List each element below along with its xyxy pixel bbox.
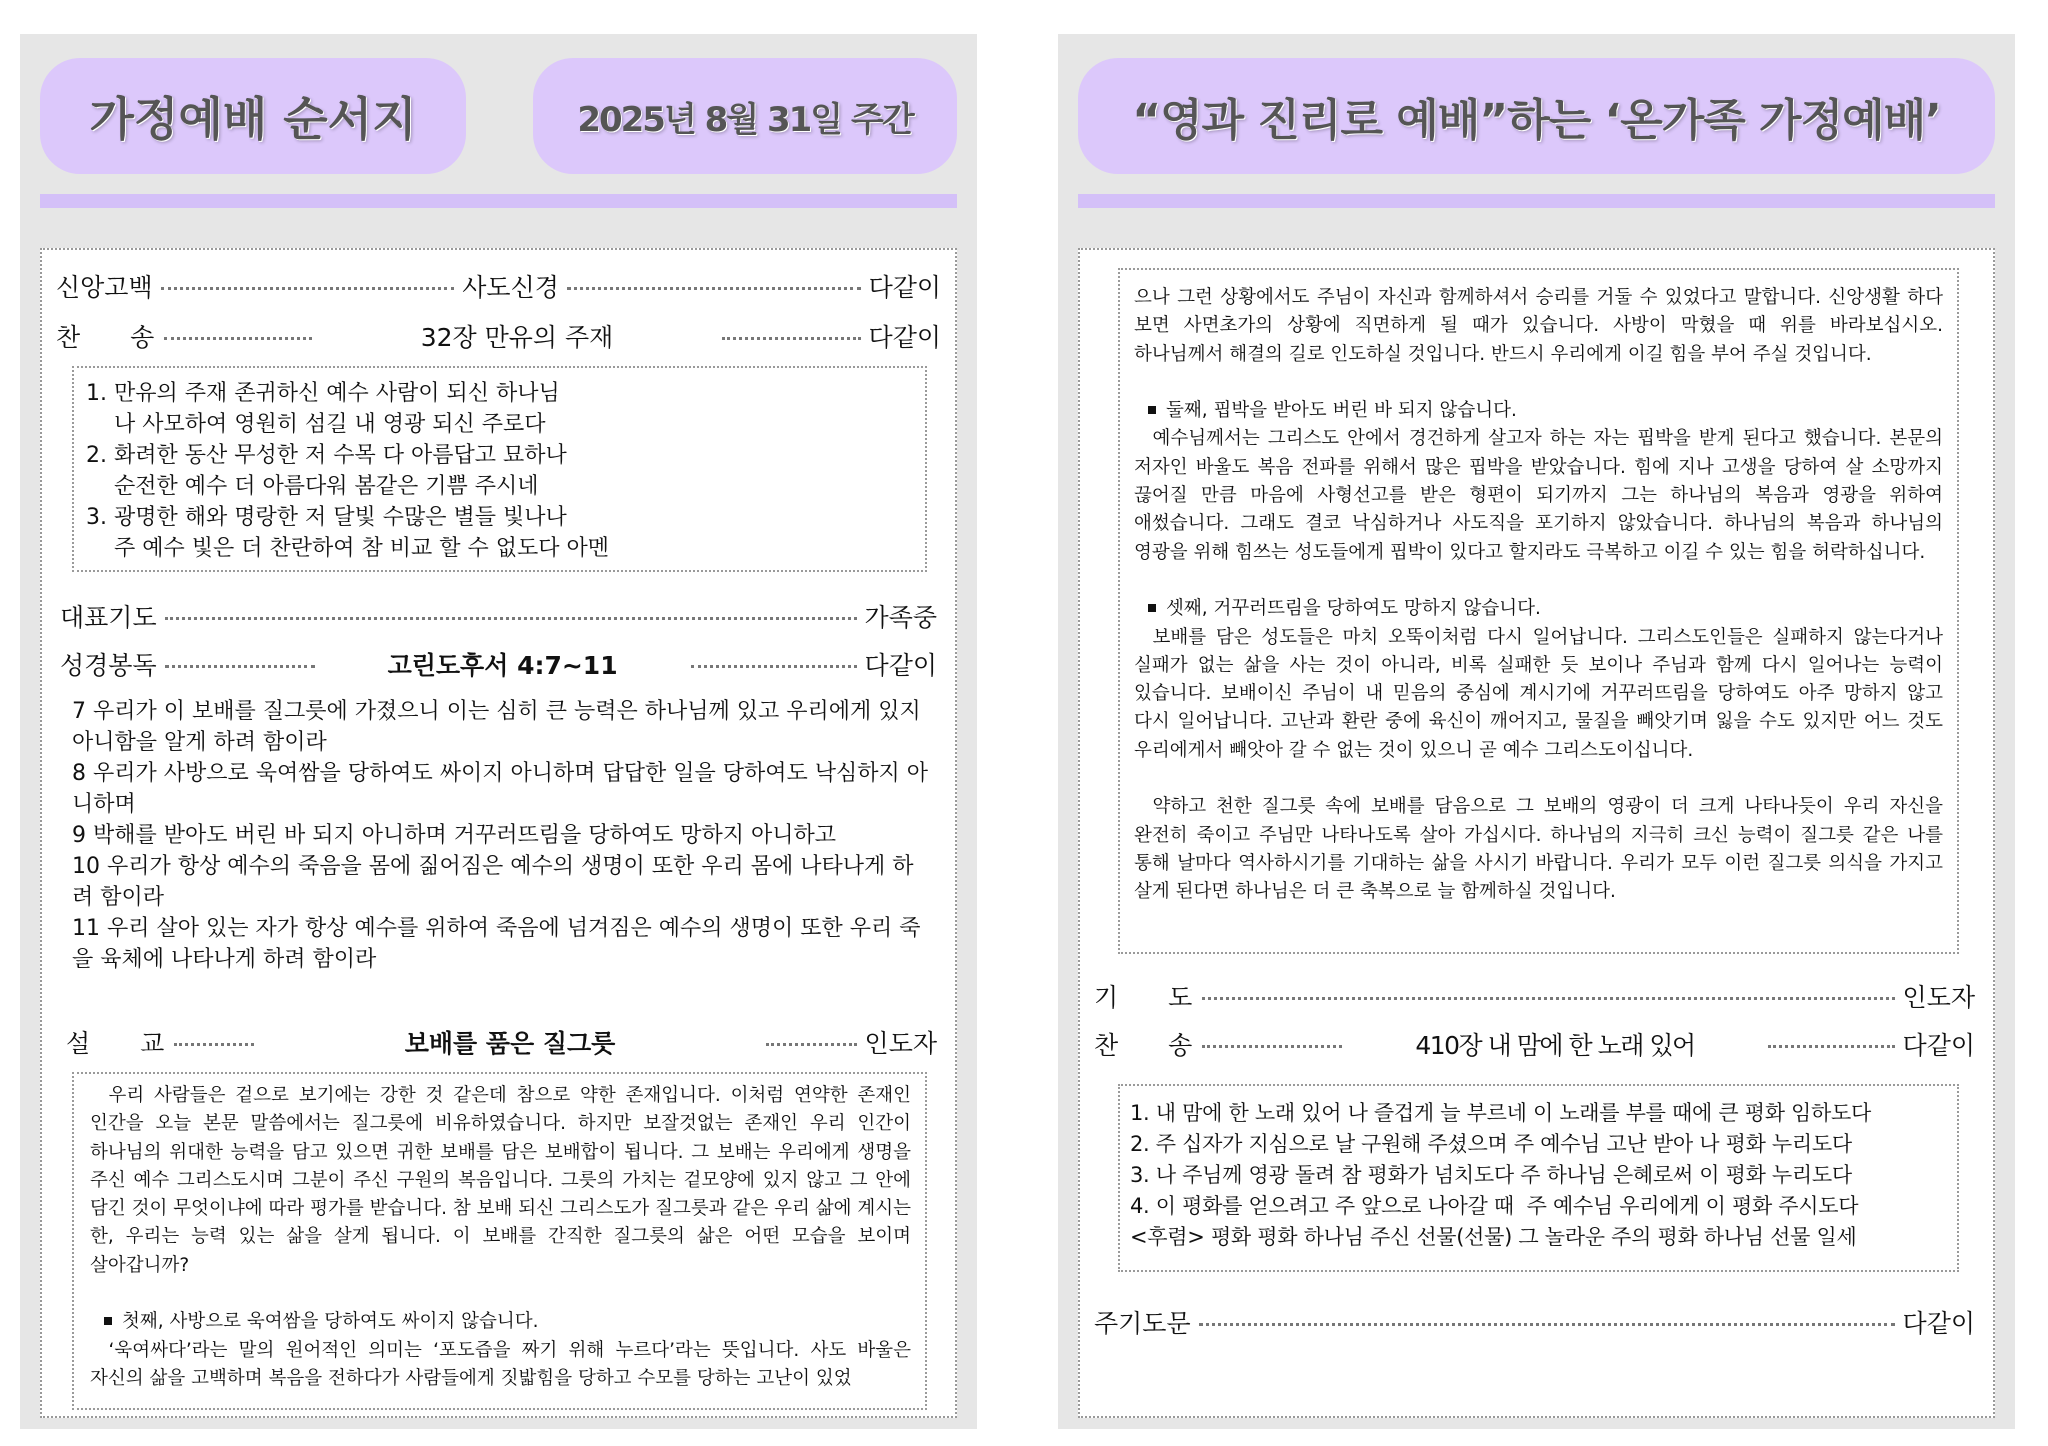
leader-dots <box>766 1043 857 1046</box>
hymn-lyrics-box <box>1118 1084 1959 1272</box>
left-page <box>20 34 977 1429</box>
order-participant: 다같이 <box>1902 1031 1975 1060</box>
scripture-verse: 9 박해를 받아도 버린 바 되지 아니하며 거꾸러뜨림을 당하여도 망하지 아니하고 <box>72 823 836 848</box>
order-row-hymn <box>42 318 955 354</box>
square-bullet-icon <box>1148 604 1156 612</box>
square-bullet-icon <box>104 1317 112 1325</box>
lyric-line: 1. 내 맘에 한 노래 있어 나 즐겁게 늘 부르네 이 노래를 부를 때에 큰 평화 임하도다 <box>1130 1101 1872 1125</box>
sermon-paragraph: 보배를 담은 성도들은 마치 오뚝이처럼 다시 일어납니다. 그리스도인들은 실패하지 않는다거나 실패가 없는 삶을 사는 것이 아니라, 비록 실패한 듯 보이나 주님과 함께 다시 일어나는 능력이 있습니다. 보배이신 주님이 내 믿음의 중심에 계시기에 거꾸러뜨림을 당하여도 아주 망하지 않고 다시 일어납니다. 고난과 환란 중에 육신이 깨어지고, 물질을 빼앗기며 잃을 수도 있지만 어느 것도 우리에게서 빼앗아 갈 수 없는 것이 있으니 곧 예수 그리스도이십니다. <box>1134 626 1943 761</box>
order-participant: 인도자 <box>864 1029 937 1058</box>
sermon-paragraph: 예수님께서는 그리스도 안에서 경건하게 살고자 하는 자는 핍박을 받게 된다고 했습니다. 본문의 저자인 바울도 복음 전파를 위해서 많은 핍박을 받았습니다. 힘에 지나 고생을 당하여 살 소망까지 끊어질 만큼 마음에 사형선고를 받은 형편이 되기까지 그는 하나님의 복음과 영광을 위하여 애썼습니다. 그래도 결코 낙심하거나 사도직을 포기하지 않았습니다. 하나님의 복음과 하나님의 영광을 위해 힘쓰는 성도들에게 핍박이 있다고 할지라도 극복하고 이길 수 있는 힘을 허락하십니다. <box>1134 428 1943 563</box>
divider-bar <box>40 194 957 208</box>
leader-dots <box>165 665 315 668</box>
sermon-paragraph: 우리 사람들은 겉으로 보기에는 강한 것 같은데 참으로 약한 존재입니다. 이처럼 연약한 존재인 인간을 오늘 본문 말씀에서는 질그릇에 비유하였습니다. 하지만 보잘것없는 존재인 우리 인간이 하나님의 위대한 능력을 담고 있으면 귀한 보배를 담은 보배합이 됩니다. 그 보배는 우리에게 생명을 주신 예수 그리스도시며 그분이 주신 구원의 복음입니다. 그릇의 가치는 겉모양에 있지 않고 그 안에 담긴 것이 무엇이냐에 따라 평가를 받습니다. 참 보배 되신 그리스도가 질그릇과 같은 우리 삶에 계시는 한, 우리는 능력 있는 삶을 살게 됩니다. 이 보배를 간직한 질그릇의 삶은 어떤 모습을 보이며 살아갑니까? <box>90 1085 911 1276</box>
lyric-line: 4. 이 평화를 얻으려고 주 앞으로 나아갈 때 주 예수님 우리에게 이 평화 주시도다 <box>1130 1194 1859 1218</box>
lyric-line: 주 예수 빛은 더 찬란하여 참 비교 할 수 없도다 아멘 <box>86 536 609 561</box>
leader-dots <box>1768 1045 1895 1048</box>
sermon-title: 보배를 품은 질그릇 <box>404 1029 616 1058</box>
order-participant: 다같이 <box>868 323 941 352</box>
sermon-continuation-box <box>1118 268 1959 954</box>
lyric-line: 1. 만유의 주재 존귀하신 예수 사람이 되신 하나님 <box>86 381 560 406</box>
divider-bar <box>1078 194 1995 208</box>
worship-order-content <box>40 248 957 1418</box>
sermon-paragraph: 약하고 천한 질그릇 속에 보배를 담음으로 그 보배의 영광이 더 크게 나타나듯이 우리 자신을 완전히 죽이고 주님만 나타나도록 살아 가십시다. 하나님의 지극히 크신 능력이 질그릇 같은 나를 통해 날마다 역사하시기를 기대하는 삶을 사시기 바랍니다. 우리가 모두 이런 질그릇 의식을 가지고 살게 된다면 하나님은 더 큰 축복으로 늘 함께하실 것입니다. <box>1134 796 1943 903</box>
lyric-line: 순전한 예수 더 아름다워 봄같은 기쁨 주시네 <box>86 474 539 499</box>
order-label: 설 교 <box>66 1029 165 1058</box>
order-row-lords-prayer <box>1080 1304 1993 1340</box>
order-participant: 다같이 <box>864 651 937 680</box>
order-label: 주기도문 <box>1094 1309 1191 1338</box>
leader-dots <box>1202 1045 1342 1048</box>
leader-dots <box>174 1043 254 1046</box>
scripture-verse: 10 우리가 항상 예수의 죽음을 몸에 짊어짐은 예수의 생명이 또한 우리 몸에 나타나게 하려 함이라 <box>72 854 914 910</box>
leader-dots <box>691 665 857 668</box>
date-pill <box>533 58 957 174</box>
sermon-paragraph: ‘욱여싸다’라는 말의 원어적인 의미는 ‘포도즙을 짜기 위해 누르다’라는 뜻입니다. 사도 바울은 자신의 삶을 고백하며 복음을 전하다가 사람들에게 짓밟힘을 당하고 수모를 당하는 고난이 있었 <box>90 1339 911 1389</box>
theme-title: “영과 진리로 예배”하는 ‘온가족 가정예배’ <box>1132 95 1941 146</box>
order-participant: 인도자 <box>1902 983 1975 1012</box>
leader-dots <box>165 617 857 620</box>
square-bullet-icon <box>1148 406 1156 414</box>
order-label: 찬 송 <box>56 323 155 352</box>
scripture-verse: 8 우리가 사방으로 욱여쌈을 당하여도 싸이지 아니하며 답답한 일을 당하여도 낙심하지 아니하며 <box>72 761 928 817</box>
order-content: 사도신경 <box>462 273 559 302</box>
leader-dots <box>161 287 455 290</box>
sermon-paragraph: 으나 그런 상황에서도 주님이 자신과 함께하셔서 승리를 거둘 수 있었다고 말합니다. 신앙생활 하다 보면 사면초가의 상황에 직면하게 될 때가 있습니다. 사방이 막혔을 때 위를 바라보십시오. 하나님께서 해결의 길로 인도하실 것입니다. 반드시 우리에게 이길 힘을 부어 주실 것입니다. <box>1134 287 1943 365</box>
worship-order-content <box>1078 248 1995 1418</box>
order-row-hymn <box>1080 1026 1993 1062</box>
page-title-pill <box>40 58 466 174</box>
leader-dots <box>1199 1323 1895 1326</box>
theme-title-pill <box>1078 58 1995 174</box>
sermon-point-title: 셋째, 거꾸러뜨림을 당하여도 망하지 않습니다. <box>1166 598 1541 620</box>
scripture-verse: 11 우리 살아 있는 자가 항상 예수를 위하여 죽음에 넘겨짐은 예수의 생명이 또한 우리 죽을 육체에 나타나게 하려 함이라 <box>72 916 921 972</box>
order-label: 대표기도 <box>60 603 157 632</box>
leader-dots <box>1202 997 1895 1000</box>
order-content: 32장 만유의 주재 <box>420 323 614 352</box>
lyric-line: 2. 주 십자가 지심으로 날 구원해 주셨으며 주 예수님 고난 받아 나 평화 누리도다 <box>1130 1132 1852 1156</box>
order-label: 신앙고백 <box>56 273 153 302</box>
sermon-point <box>1134 397 1943 425</box>
sermon-point-title: 둘째, 핍박을 받아도 버린 바 되지 않습니다. <box>1166 400 1517 422</box>
lyric-line: 2. 화려한 동산 무성한 저 수목 다 아름답고 묘하나 <box>86 443 567 468</box>
leader-dots <box>567 287 861 290</box>
lyric-line: 3. 광명한 해와 명랑한 저 달빛 수많은 별들 빛나나 <box>86 505 567 530</box>
order-label: 찬 송 <box>1094 1031 1193 1060</box>
scripture-text <box>72 696 928 975</box>
leader-dots <box>722 337 861 340</box>
leader-dots <box>164 337 312 340</box>
order-participant: 가족중 <box>864 603 937 632</box>
order-participant: 다같이 <box>1902 1309 1975 1338</box>
hymn-lyrics-box <box>72 366 927 572</box>
order-row-confession <box>42 268 955 304</box>
sermon-point <box>1134 595 1943 623</box>
order-row-reading <box>42 646 955 682</box>
order-participant: 다같이 <box>868 273 942 302</box>
lyric-line: <후렴> 평화 평화 하나님 주신 선물(선물) 그 놀라운 주의 평화 하나님 선물 일세 <box>1130 1225 1857 1249</box>
lyric-line: 나 사모하여 영원히 섬길 내 영광 되신 주로다 <box>86 412 546 437</box>
week-date: 2025년 8월 31일 주간 <box>577 99 913 140</box>
sermon-point <box>90 1308 911 1336</box>
sermon-point-title: 첫째, 사방으로 욱여쌈을 당하여도 싸이지 않습니다. <box>122 1311 539 1333</box>
order-row-prayer <box>1080 978 1993 1014</box>
order-content: 410장 내 맘에 한 노래 있어 <box>1415 1031 1695 1060</box>
lyric-line: 3. 나 주님께 영광 돌려 참 평화가 넘치도다 주 하나님 은혜로써 이 평화 누리도다 <box>1130 1163 1852 1187</box>
order-label: 성경봉독 <box>60 651 157 680</box>
page-title: 가정예배 순서지 <box>89 92 417 146</box>
order-content: 고린도후서 4:7~11 <box>387 651 618 680</box>
order-row-sermon <box>42 1024 955 1060</box>
right-page <box>1058 34 2015 1429</box>
order-row-prayer <box>42 598 955 634</box>
order-label: 기 도 <box>1094 983 1193 1012</box>
sermon-text-box <box>72 1072 927 1410</box>
scripture-verse: 7 우리가 이 보배를 질그릇에 가졌으니 이는 심히 큰 능력은 하나님께 있고 우리에게 있지 아니함을 알게 하려 함이라 <box>72 699 921 755</box>
